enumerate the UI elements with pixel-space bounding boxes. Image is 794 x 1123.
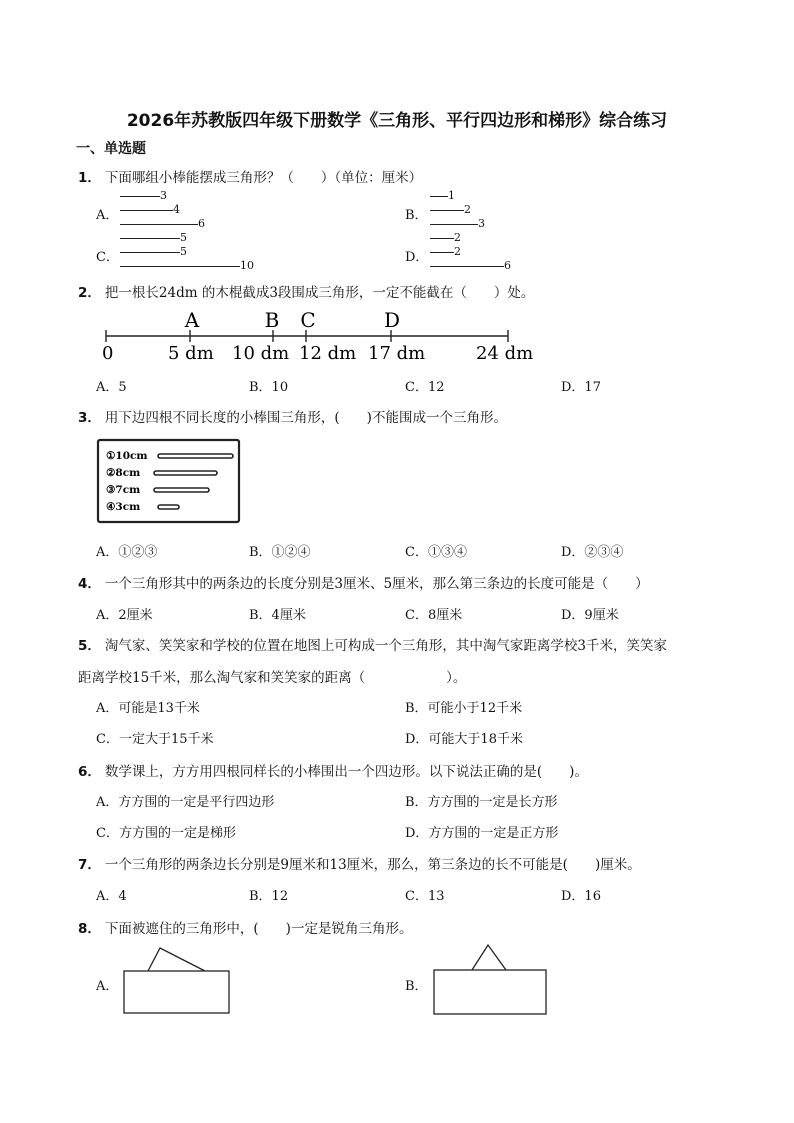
question-3 [78, 406, 507, 426]
stick: 5 [120, 245, 187, 259]
point-d: D [383, 308, 401, 332]
point-b: B [264, 308, 280, 332]
stick: 5 [120, 231, 187, 245]
question-text: 下面被遮住的三角形中，( )一定是锐角三角形。 [104, 921, 413, 937]
question-2 [78, 281, 534, 301]
question-number: 1． [78, 170, 101, 186]
stick-label: ③7cm [106, 484, 141, 496]
covered-triangle-b [430, 940, 550, 1018]
option-c: C．12 [405, 380, 445, 395]
stick: 2 [430, 245, 461, 259]
option-a: A． [96, 979, 119, 994]
covered-triangle-a [120, 944, 232, 1016]
stick-label: ②8cm [106, 467, 141, 479]
option-label: B． [405, 208, 428, 223]
option-c: C．方方围的一定是梯形 [96, 826, 236, 841]
option-c: C．①③④ [405, 545, 467, 560]
stick: 10 [120, 259, 254, 273]
tick-label: 0 [102, 343, 114, 364]
question-text: 下面哪组小棒能摆成三角形？（ ）（单位：厘米） [104, 170, 423, 186]
option-a: A．可能是13千米 [96, 701, 200, 716]
option-a: A．①②③ [96, 545, 158, 560]
option-a: A．方方围的一定是平行四边形 [96, 795, 275, 810]
option-d: D．方方围的一定是正方形 [405, 826, 559, 841]
option-label: D． [405, 250, 429, 265]
point-a: A [184, 308, 200, 332]
option-label: A． [96, 208, 119, 223]
option-a: A．5 [96, 380, 127, 395]
option-d: D．16 [561, 889, 601, 904]
option-d: D．9厘米 [561, 608, 619, 623]
stick: 6 [430, 259, 511, 273]
stick: 3 [120, 189, 167, 203]
question-text: 一个三角形的两条边长分别是9厘米和13厘米，那么，第三条边的长不可能是( )厘米。 [104, 857, 641, 873]
option-b: B．12 [249, 889, 289, 904]
option-b: B．①②④ [249, 545, 311, 560]
stick: 6 [120, 217, 205, 231]
option-b: B．10 [249, 380, 289, 395]
question-number: 3． [78, 410, 101, 426]
tick-label: 5 dm [168, 343, 214, 364]
question-text: 淘气家、笑笑家和学校的位置在地图上可构成一个三角形，其中淘气家距离学校3千米，笑笑家 [104, 638, 667, 654]
option-b: B．方方围的一定是长方形 [405, 795, 558, 810]
tick-label: 17 dm [368, 343, 426, 364]
tick-label: 12 dm [299, 343, 357, 364]
question-number: 4． [78, 576, 101, 592]
question-number: 7． [78, 857, 101, 873]
question-1 [78, 166, 422, 186]
stick-label: ④3cm [106, 501, 141, 513]
question-5-continued: 距离学校15千米，那么淘气家和笑笑家的距离（ ）。 [78, 670, 467, 686]
tick-label: 24 dm [476, 343, 534, 364]
stick-label: ①10cm [106, 450, 148, 462]
option-d: D．17 [561, 380, 601, 395]
sticks-figure [96, 438, 242, 526]
option-b: B．可能小于12千米 [405, 701, 523, 716]
question-7 [78, 853, 641, 873]
question-text: 用下边四根不同长度的小棒围三角形，( )不能围成一个三角形。 [104, 410, 507, 426]
stick: 2 [430, 203, 471, 217]
option-a: A．4 [96, 889, 127, 904]
option-a: A．2厘米 [96, 608, 153, 623]
question-5 [78, 634, 667, 654]
stick: 1 [430, 189, 455, 203]
question-text: 一个三角形其中的两条边的长度分别是3厘米、5厘米，那么第三条边的长度可能是（ ） [104, 576, 649, 592]
option-b: B． [405, 979, 428, 994]
tick-label: 10 dm [232, 343, 290, 364]
question-number: 6． [78, 764, 101, 780]
stick: 2 [430, 231, 461, 245]
stick: 3 [430, 217, 485, 231]
option-c: C．一定大于15千米 [96, 732, 214, 747]
option-label: C． [96, 250, 119, 265]
option-c: C．13 [405, 889, 445, 904]
question-6 [78, 760, 588, 780]
number-line-figure [96, 304, 556, 368]
question-text: 数学课上，方方用四根同样长的小棒围出一个四边形。以下说法正确的是( )。 [104, 764, 588, 780]
option-d: D．可能大于18千米 [405, 732, 523, 747]
section-heading: 一、单选题 [76, 141, 146, 157]
question-number: 2． [78, 285, 101, 301]
point-c: C [300, 308, 316, 332]
option-c: C．8厘米 [405, 608, 463, 623]
question-8 [78, 917, 412, 937]
question-number: 8． [78, 921, 101, 937]
question-4 [78, 572, 649, 592]
stick: 4 [120, 203, 180, 217]
option-b: B．4厘米 [249, 608, 306, 623]
option-d: D．②③④ [561, 545, 624, 560]
question-number: 5． [78, 638, 101, 654]
page-title: 2026年苏教版四年级下册数学《三角形、平行四边形和梯形》综合练习 [126, 111, 668, 131]
question-text: 把一根长24dm 的木棍截成3段围成三角形，一定不能截在（ ）处。 [104, 285, 535, 301]
